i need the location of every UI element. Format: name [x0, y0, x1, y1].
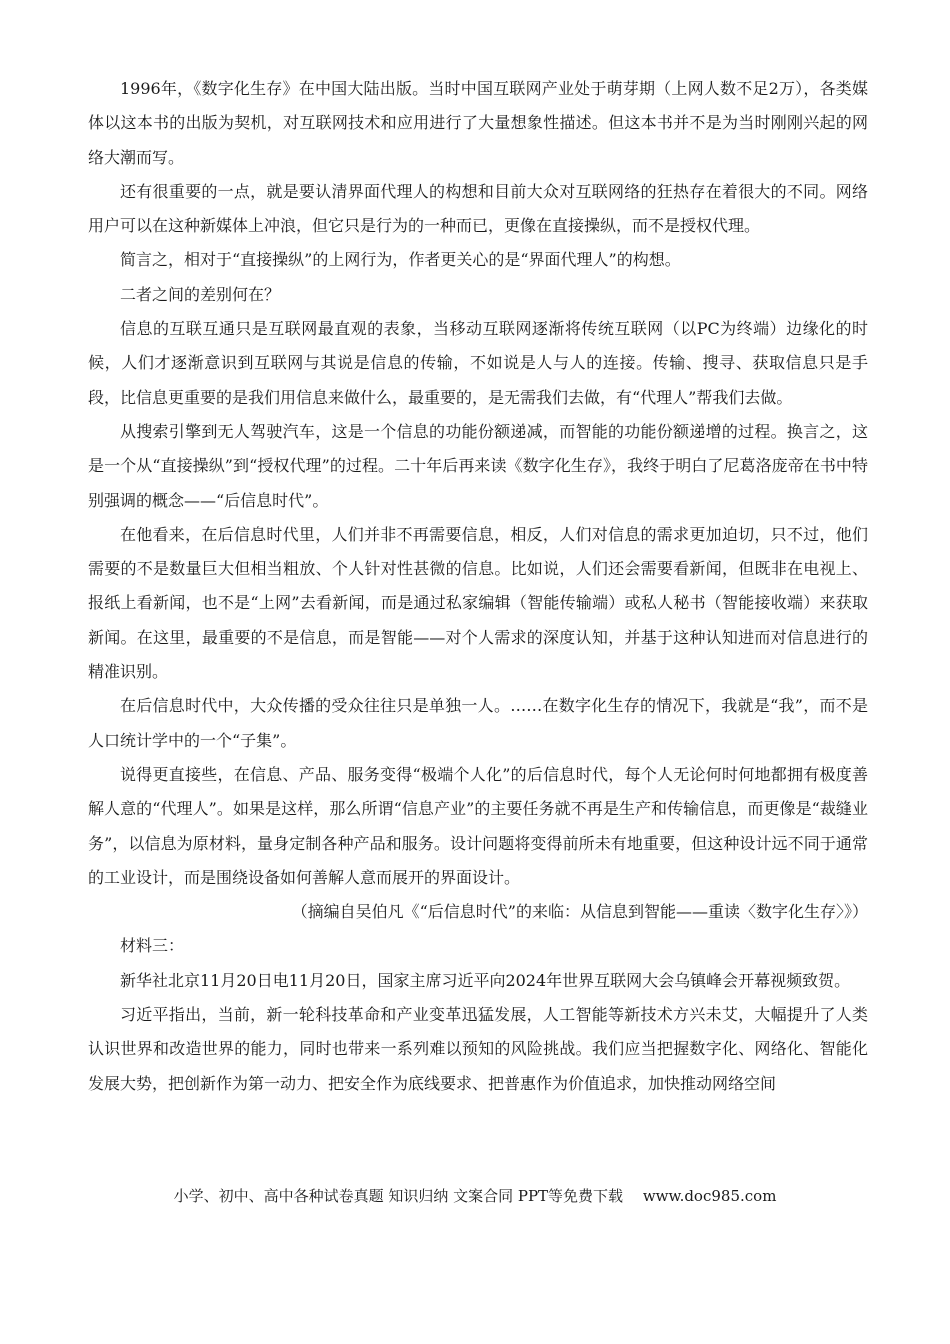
paragraph: 在他看来，在后信息时代里，人们并非不再需要信息，相反，人们对信息的需求更加迫切，只不过，他们需要的不是数量巨大但相当粗放、个人针对性甚微的信息。比如说，人们还会需要看新闻，但既非在电视上、报纸上看新闻，也不是“上网”去看新闻，而是通过私家编辑（智能传输端）或私人秘书（智能接收端）来获取新闻。在这里，最重要的不是信息，而是智能——对个人需求的深度认知，并基于这种认知进而对信息进行的精准识别。	[88, 524, 868, 682]
paragraph: 简言之，相对于“直接操纵”的上网行为，作者更关心的是“界面代理人”的构想。	[120, 250, 681, 270]
paragraph: 说得更直接些，在信息、产品、服务变得“极端个人化”的后信息时代，每个人无论何时何地都拥有极度善解人意的“代理人”。如果是这样，那么所谓“信息产业”的主要任务就不再是生产和传输信息，而更像是“裁缝业务”，以信息为原材料，量身定制各种产品和服务。设计问题将变得前所未有地重要，但这种设计远不同于通常的工业设计，而是围绕设备如何善解人意而展开的界面设计。	[88, 764, 868, 887]
source-citation: （摘编自吴伯凡《“后信息时代”的来临：从信息到智能——重读〈数字化生存〉》）	[291, 902, 868, 922]
material-heading: 材料三：	[120, 936, 185, 956]
paragraph: 从搜索引擎到无人驾驶汽车，这是一个信息的功能份额递减，而智能的功能份额递增的过程。换言之，这是一个从“直接操纵”到“授权代理”的过程。二十年后再来读《数字化生存》，我终于明白了尼葛洛庞帝在书中特别强调的概念——“后信息时代”。	[88, 421, 868, 510]
paragraph: 新华社北京11月20日电11月20日，国家主席习近平向2024年世界互联网大会乌镇峰会开幕视频致贺。	[120, 970, 851, 990]
paragraph: 信息的互联互通只是互联网最直观的表象，当移动互联网逐渐将传统互联网（以PC为终端）边缘化的时候，人们才逐渐意识到互联网与其说是信息的传输，不如说是人与人的连接。传输、搜寻、获取信息只是手段，比信息更重要的是我们用信息来做什么，最重要的，是无需我们去做，有“代理人”帮我们去做。	[88, 319, 868, 407]
paragraph: 1996年，《数字化生存》在中国大陆出版。当时中国互联网产业处于萌芽期（上网人数不足2万），各类媒体以这本书的出版为契机，对互联网技术和应用进行了大量想象性描述。但这本书并不是为当时刚刚兴起的网络大潮而写。	[88, 79, 868, 167]
article-body	[88, 72, 868, 1101]
paragraph: 二者之间的差别何在？	[120, 284, 281, 304]
paragraph: 在后信息时代中，大众传播的受众往往只是单独一人。……在数字化生存的情况下，我就是“我”，而不是人口统计学中的一个“子集”。	[88, 696, 868, 750]
paragraph: 习近平指出，当前，新一轮科技革命和产业变革迅猛发展，人工智能等新技术方兴未艾，大幅提升了人类认识世界和改造世界的能力，同时也带来一系列难以预知的风险挑战。我们应当把握数字化、网络化、智能化发展大势，把创新作为第一动力、把安全作为底线要求、把普惠作为价值追求，加快推动网络空间	[88, 1005, 868, 1093]
page-footer: 小学、初中、高中各种试卷真题 知识归纳 文案合同 PPT等免费下载 www.doc985.com	[173, 1187, 777, 1205]
paragraph: 还有很重要的一点，就是要认清界面代理人的构想和目前大众对互联网络的狂热存在着很大的不同。网络用户可以在这种新媒体上冲浪，但它只是行为的一种而已，更像在直接操纵，而不是授权代理。	[88, 181, 868, 236]
